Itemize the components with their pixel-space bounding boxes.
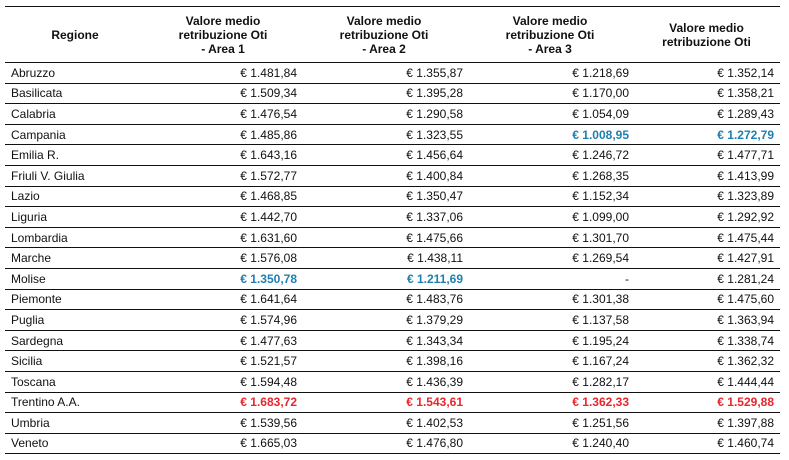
cell-area-2: € 1.379,29: [301, 310, 467, 331]
cell-regione: Trentino A.A.: [5, 392, 145, 413]
cell-area-3: € 1.167,24: [467, 351, 633, 372]
header-area-3: Valore medio retribuzione Oti - Area 3: [467, 7, 633, 63]
header-area-2: Valore medio retribuzione Oti - Area 2: [301, 7, 467, 63]
cell-area-3: -: [467, 268, 633, 289]
cell-area-2: € 1.436,39: [301, 371, 467, 392]
table-row: [5, 248, 780, 269]
cell-total: € 1.338,74: [633, 330, 780, 351]
cell-area-1: € 1.477,63: [145, 330, 301, 351]
cell-area-3: € 1.152,34: [467, 186, 633, 207]
cell-regione: Umbria: [5, 413, 145, 434]
cell-area-3: € 1.246,72: [467, 145, 633, 166]
cell-area-2: € 1.483,76: [301, 289, 467, 310]
cell-total: € 1.444,44: [633, 371, 780, 392]
cell-area-2: € 1.290,58: [301, 104, 467, 125]
table-row: [5, 145, 780, 166]
cell-regione: Puglia: [5, 310, 145, 331]
cell-area-1: € 1.665,03: [145, 433, 301, 454]
cell-area-2: € 1.323,55: [301, 124, 467, 145]
cell-area-2: € 1.543,61: [301, 392, 467, 413]
cell-area-2: € 1.475,66: [301, 227, 467, 248]
cell-area-3: € 1.282,17: [467, 371, 633, 392]
cell-regione: Campania: [5, 124, 145, 145]
table-row: [5, 165, 780, 186]
table-row: [5, 227, 780, 248]
cell-area-2: € 1.211,69: [301, 268, 467, 289]
cell-total: € 1.323,89: [633, 186, 780, 207]
cell-regione: Marche: [5, 248, 145, 269]
cell-area-1: € 1.485,86: [145, 124, 301, 145]
cell-total: € 1.352,14: [633, 63, 780, 84]
table-row: [5, 310, 780, 331]
salary-table: [5, 6, 780, 454]
table-row: [5, 104, 780, 125]
cell-area-1: € 1.594,48: [145, 371, 301, 392]
cell-total: € 1.529,88: [633, 392, 780, 413]
cell-regione: Lombardia: [5, 227, 145, 248]
cell-regione: Lazio: [5, 186, 145, 207]
cell-total: € 1.397,88: [633, 413, 780, 434]
cell-area-1: € 1.481,84: [145, 63, 301, 84]
cell-area-1: € 1.539,56: [145, 413, 301, 434]
cell-area-3: € 1.054,09: [467, 104, 633, 125]
cell-total: € 1.460,74: [633, 433, 780, 454]
cell-area-1: € 1.631,60: [145, 227, 301, 248]
cell-regione: Basilicata: [5, 83, 145, 104]
cell-regione: Emilia R.: [5, 145, 145, 166]
cell-area-1: € 1.468,85: [145, 186, 301, 207]
cell-total: € 1.475,60: [633, 289, 780, 310]
cell-area-1: € 1.350,78: [145, 268, 301, 289]
table-row: [5, 124, 780, 145]
table-row: [5, 83, 780, 104]
table-row: [5, 433, 780, 454]
cell-area-3: € 1.251,56: [467, 413, 633, 434]
cell-area-2: € 1.398,16: [301, 351, 467, 372]
header-row: [5, 7, 780, 63]
table-row: [5, 207, 780, 228]
cell-total: € 1.281,24: [633, 268, 780, 289]
cell-area-2: € 1.355,87: [301, 63, 467, 84]
table-row: [5, 186, 780, 207]
table-row: [5, 63, 780, 84]
cell-total: € 1.413,99: [633, 165, 780, 186]
cell-total: € 1.272,79: [633, 124, 780, 145]
cell-area-2: € 1.438,11: [301, 248, 467, 269]
cell-area-3: € 1.269,54: [467, 248, 633, 269]
cell-regione: Liguria: [5, 207, 145, 228]
cell-area-2: € 1.402,53: [301, 413, 467, 434]
table-row: [5, 392, 780, 413]
table-row: [5, 351, 780, 372]
cell-total: € 1.363,94: [633, 310, 780, 331]
cell-regione: Molise: [5, 268, 145, 289]
cell-area-3: € 1.301,38: [467, 289, 633, 310]
table-body: [5, 63, 780, 454]
cell-area-1: € 1.476,54: [145, 104, 301, 125]
cell-area-2: € 1.400,84: [301, 165, 467, 186]
header-area-1: Valore medio retribuzione Oti - Area 1: [145, 7, 301, 63]
header-total: Valore medio retribuzione Oti: [633, 7, 780, 63]
cell-area-3: € 1.362,33: [467, 392, 633, 413]
table-row: [5, 413, 780, 434]
cell-area-3: € 1.008,95: [467, 124, 633, 145]
cell-regione: Sicilia: [5, 351, 145, 372]
cell-area-2: € 1.343,34: [301, 330, 467, 351]
cell-area-3: € 1.099,00: [467, 207, 633, 228]
table-row: [5, 330, 780, 351]
cell-area-3: € 1.218,69: [467, 63, 633, 84]
cell-total: € 1.427,91: [633, 248, 780, 269]
cell-area-3: € 1.301,70: [467, 227, 633, 248]
cell-area-1: € 1.643,16: [145, 145, 301, 166]
table-header: [5, 7, 780, 63]
cell-area-1: € 1.572,77: [145, 165, 301, 186]
cell-regione: Friuli V. Giulia: [5, 165, 145, 186]
cell-area-3: € 1.137,58: [467, 310, 633, 331]
cell-total: € 1.358,21: [633, 83, 780, 104]
cell-total: € 1.475,44: [633, 227, 780, 248]
cell-total: € 1.362,32: [633, 351, 780, 372]
cell-area-2: € 1.337,06: [301, 207, 467, 228]
cell-area-2: € 1.350,47: [301, 186, 467, 207]
cell-regione: Calabria: [5, 104, 145, 125]
cell-area-1: € 1.574,96: [145, 310, 301, 331]
cell-area-3: € 1.268,35: [467, 165, 633, 186]
cell-area-2: € 1.476,80: [301, 433, 467, 454]
cell-area-1: € 1.641,64: [145, 289, 301, 310]
cell-regione: Veneto: [5, 433, 145, 454]
cell-area-1: € 1.442,70: [145, 207, 301, 228]
table-row: [5, 289, 780, 310]
cell-area-3: € 1.195,24: [467, 330, 633, 351]
cell-total: € 1.477,71: [633, 145, 780, 166]
cell-area-2: € 1.395,28: [301, 83, 467, 104]
cell-area-1: € 1.576,08: [145, 248, 301, 269]
cell-total: € 1.289,43: [633, 104, 780, 125]
cell-area-1: € 1.521,57: [145, 351, 301, 372]
header-regione: Regione: [5, 7, 145, 63]
cell-area-2: € 1.456,64: [301, 145, 467, 166]
cell-area-3: € 1.170,00: [467, 83, 633, 104]
table-row: [5, 371, 780, 392]
cell-regione: Piemonte: [5, 289, 145, 310]
cell-area-1: € 1.509,34: [145, 83, 301, 104]
cell-regione: Toscana: [5, 371, 145, 392]
cell-area-3: € 1.240,40: [467, 433, 633, 454]
cell-total: € 1.292,92: [633, 207, 780, 228]
cell-area-1: € 1.683,72: [145, 392, 301, 413]
cell-regione: Sardegna: [5, 330, 145, 351]
table-row: [5, 268, 780, 289]
cell-regione: Abruzzo: [5, 63, 145, 84]
